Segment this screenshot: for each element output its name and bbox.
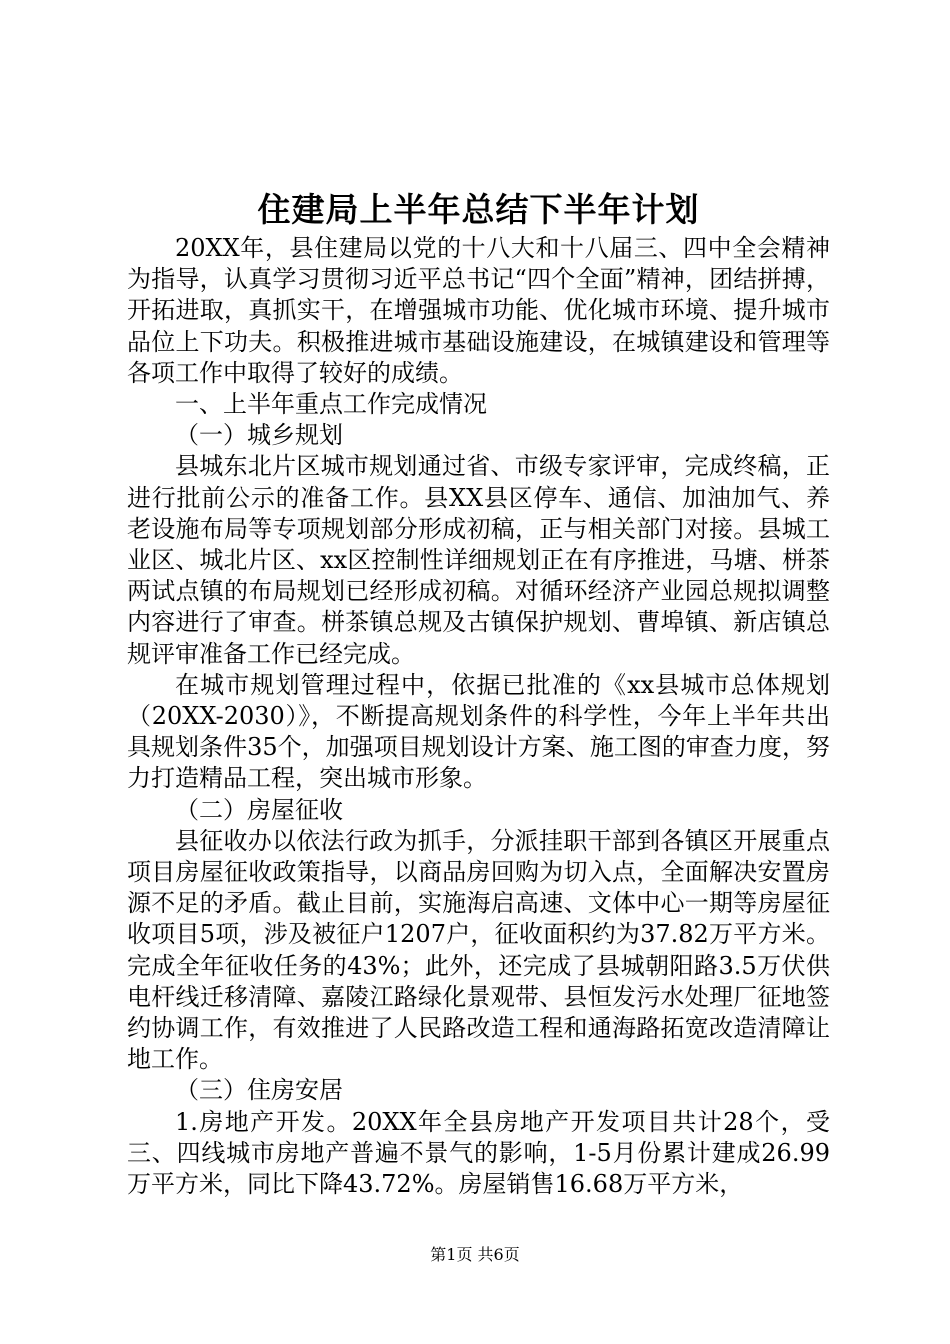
paragraph-intro: 20XX年，县住建局以党的十八大和十八届三、四中全会精神为指导，认真学习贯彻习近平总书记“四个全面”精神，团结拼搏，开拓进取，真抓实干，在增强城市功能、优化城市环境、提升城市品位上下功夫。积极推进城市基础设施建设，在城镇建设和管理等各项工作中取得了较好的成绩。 <box>127 234 830 387</box>
subsection-heading-planning: （一）城乡规划 <box>175 421 343 450</box>
document-body <box>127 233 830 1200</box>
subsection-heading-housing: （三）住房安居 <box>175 1076 343 1105</box>
paragraph-real-estate: 1.房地产开发。20XX年全县房地产开发项目共计28个，受三、四线城市房地产普遍不景气的影响，1-5月份累计建成26.99万平方米，同比下降43.72%。房屋销售16.68万平方米， <box>127 1107 830 1199</box>
paragraph-expropriation: 县征收办以依法行政为抓手，分派挂职干部到各镇区开展重点项目房屋征收政策指导，以商品房回购为切入点，全面解决安置房源不足的矛盾。截止目前，实施海启高速、文体中心一期等房屋征收项目5项，涉及被征户1207户，征收面积约为37.82万平方米。完成全年征收任务的43%；此外，还完成了县城朝阳路3.5万伏供电杆线迁移清障、嘉陵江路绿化景观带、县恒发污水处理厂征地签约协调工作，有效推进了人民路改造工程和通海路拓宽改造清障让地工作。 <box>127 826 830 1074</box>
subsection-heading-expropriation: （二）房屋征收 <box>175 795 343 824</box>
document-title: 住建局上半年总结下半年计划 <box>257 190 700 229</box>
page-footer: 第1页 共6页 <box>430 1245 520 1264</box>
section-heading-first-half: 一、上半年重点工作完成情况 <box>175 390 487 419</box>
paragraph-planning-management: 在城市规划管理过程中，依据已批准的《xx县城市总体规划（20XX-2030）》，不断提高规划条件的科学性，今年上半年共出具规划条件35个，加强项目规划设计方案、施工图的审查力度，努力打造精品工程，突出城市形象。 <box>127 670 830 793</box>
paragraph-planning: 县城东北片区城市规划通过省、市级专家评审，完成终稿，正进行批前公示的准备工作。县XX县区停车、通信、加油加气、养老设施布局等专项规划部分形成初稿，正与相关部门对接。县城工业区、城北片区、xx区控制性详细规划正在有序推进，马塘、栟茶两试点镇的布局规划已经形成初稿。对循环经济产业园总规拟调整内容进行了审查。栟茶镇总规及古镇保护规划、曹埠镇、新店镇总规评审准备工作已经完成。 <box>127 452 830 668</box>
